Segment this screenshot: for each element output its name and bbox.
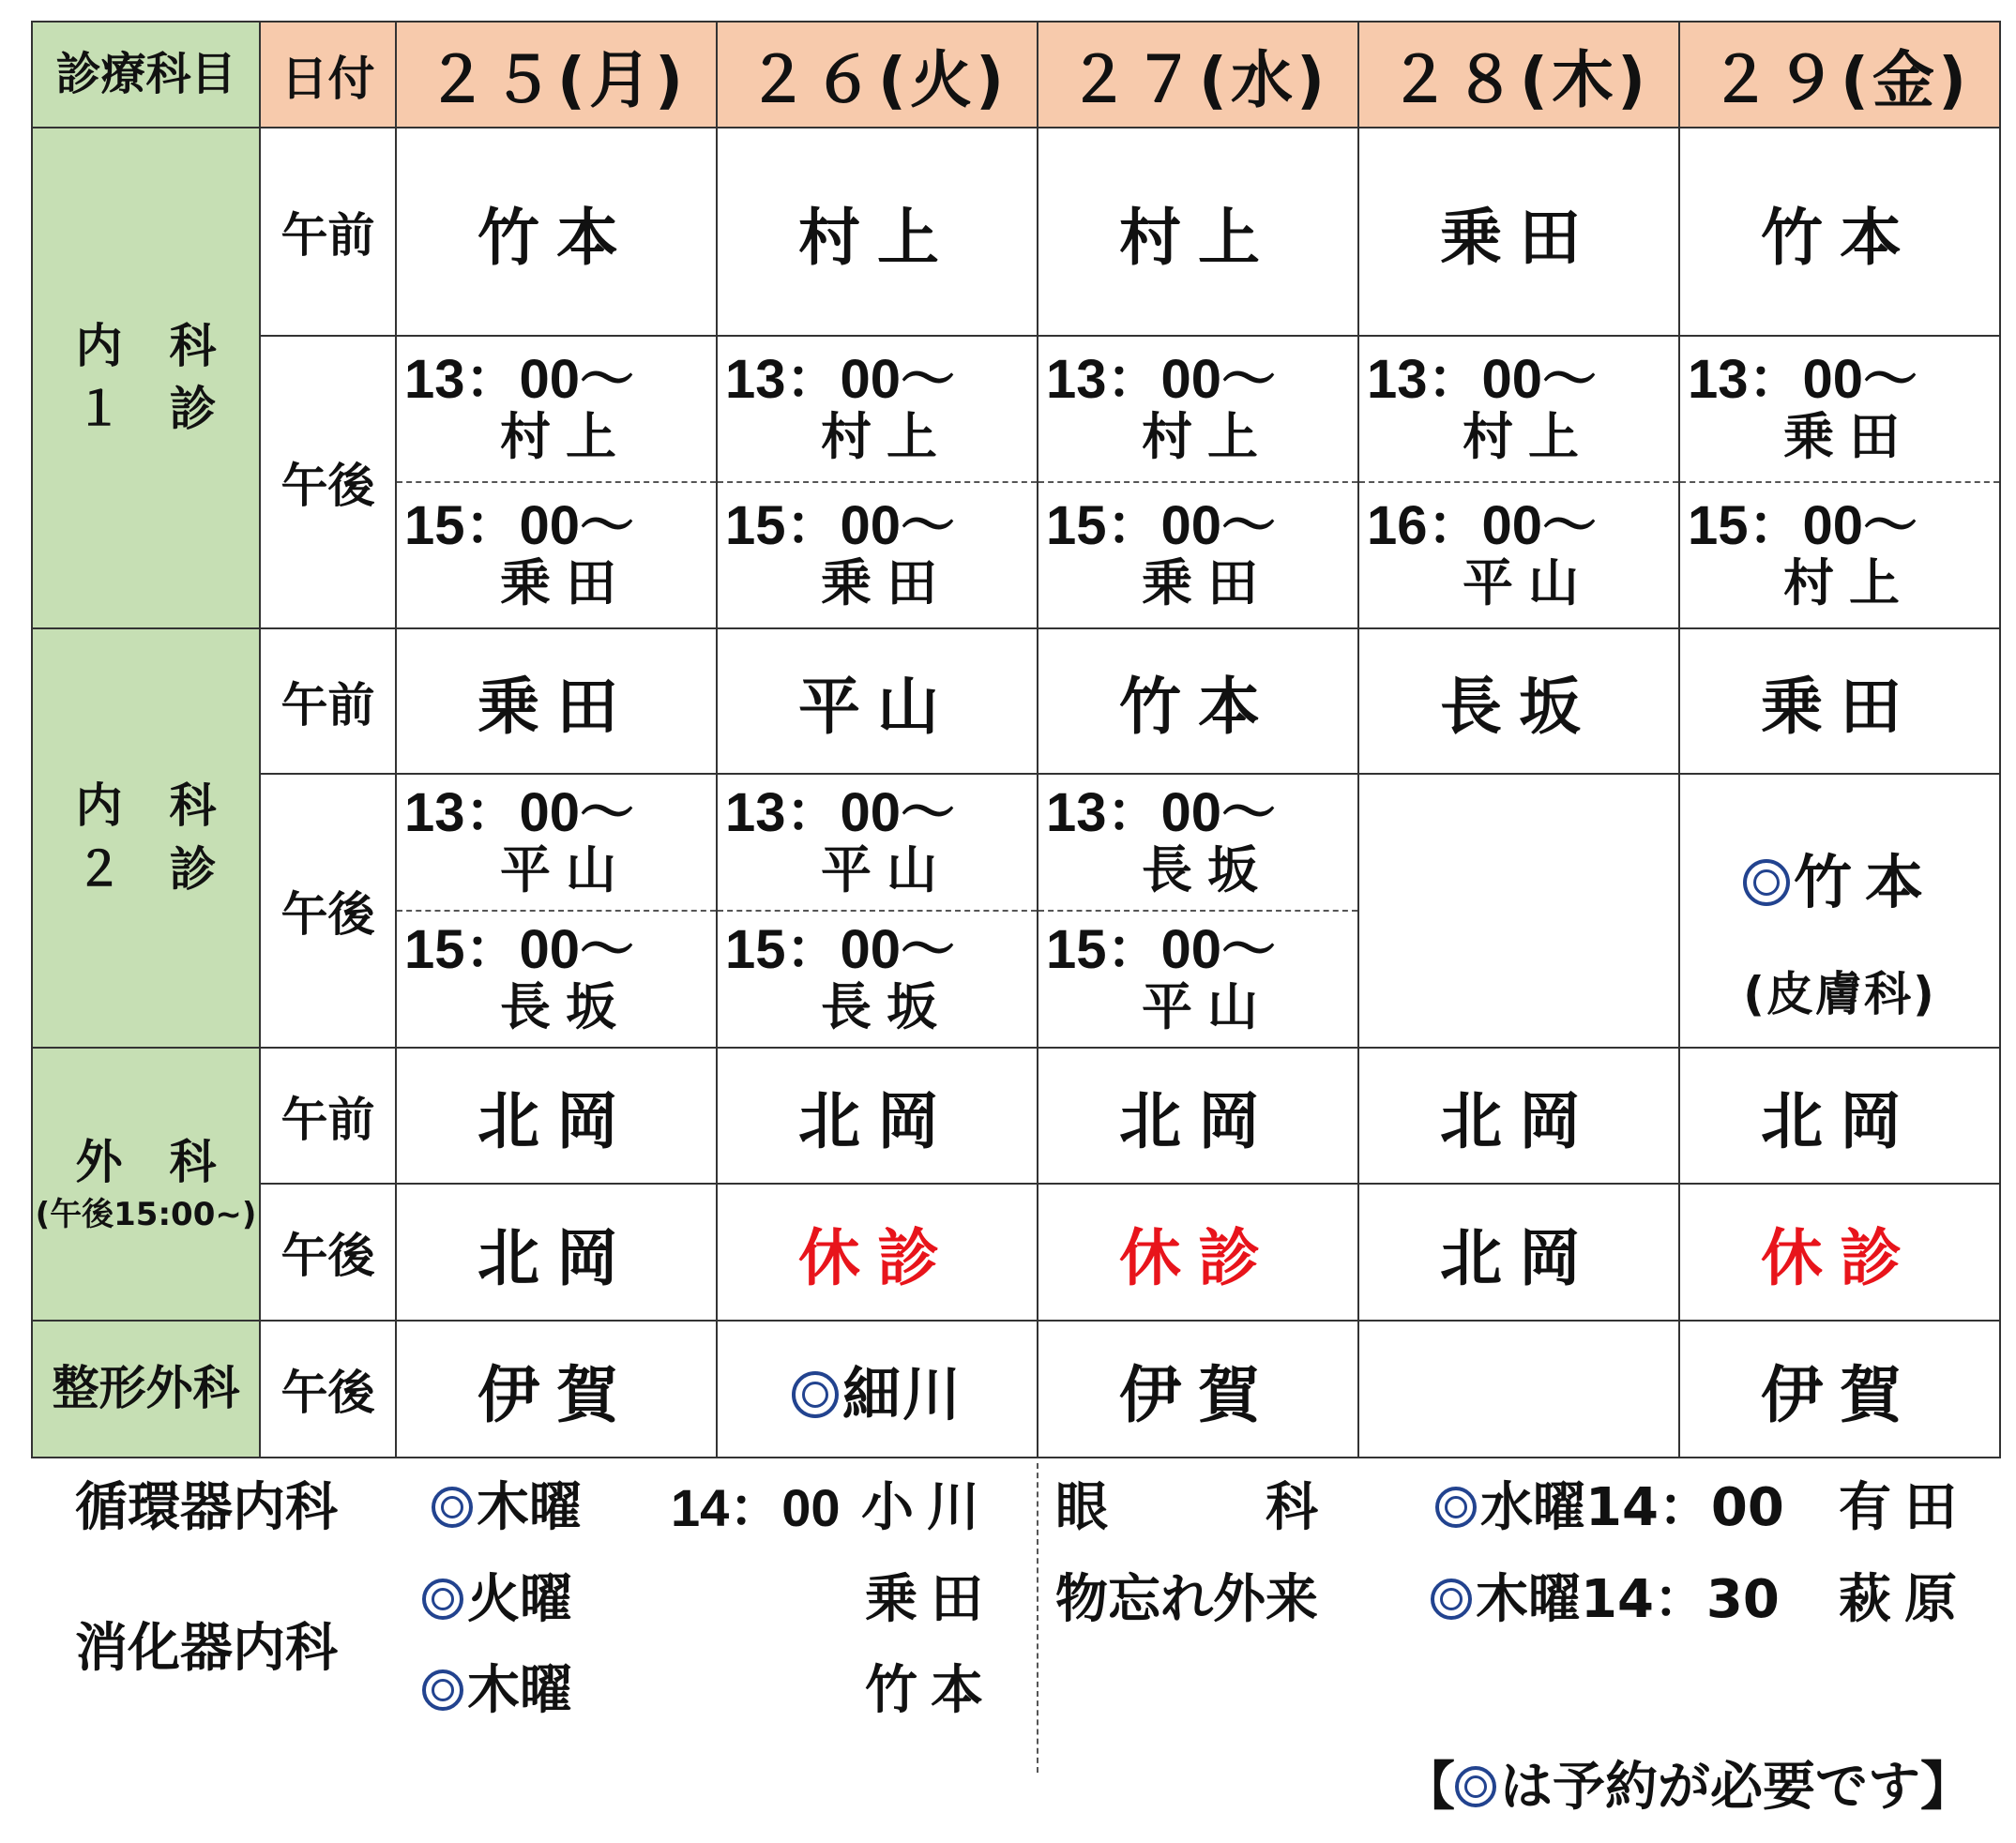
- naika2-pm-thu: [1358, 774, 1679, 1048]
- doctor: 平山: [821, 840, 952, 900]
- doctor: 長坂: [1142, 840, 1273, 900]
- time: 15：00～: [1688, 494, 1918, 556]
- dept-seikei: 整形外科: [32, 1321, 260, 1458]
- junkanki-time: 14：00: [671, 1478, 841, 1537]
- doctor: 平山: [1142, 977, 1273, 1037]
- time: 13：00～: [404, 781, 635, 843]
- reservation-mark-icon: [422, 1669, 463, 1711]
- naika2-am-mon: 乗田: [396, 628, 717, 774]
- naika1-pm-row: [32, 336, 2000, 628]
- doctor: 村上: [1463, 407, 1594, 467]
- geka-pm-wed-closed: 休診: [1038, 1184, 1358, 1321]
- seikei-pm-mon: 伊賀: [396, 1321, 717, 1458]
- dept-naika1: [32, 128, 260, 628]
- time: 13：00～: [725, 781, 956, 843]
- shokaki-doctor-2: 竹本: [865, 1660, 996, 1721]
- naika1-am-row: [32, 128, 2000, 336]
- monowasure-label: 物忘れ外来: [1055, 1569, 1318, 1630]
- naika2-am-fri: 乗田: [1679, 628, 2000, 774]
- reservation-mark-icon: [1435, 1487, 1477, 1528]
- time: 13：00～: [1688, 348, 1918, 410]
- slot-am: 午前: [260, 128, 396, 336]
- doctor: 平山: [500, 840, 631, 900]
- doctor: 竹本: [1793, 847, 1936, 916]
- slot-am: 午前: [260, 1048, 396, 1184]
- naika1-pm-thu: [1358, 336, 1679, 628]
- naika2-pm-fri: [1679, 774, 2000, 1048]
- naika1-pm-wed: [1038, 336, 1358, 628]
- doctor: 村上: [821, 407, 952, 467]
- slot-pm: 午後: [260, 774, 396, 1048]
- geka-pm-tue-closed: 休診: [717, 1184, 1038, 1321]
- time: 15：00～: [1046, 918, 1277, 980]
- time: 13：00～: [1046, 348, 1277, 410]
- geka-am-tue: 北岡: [717, 1048, 1038, 1184]
- schedule-table: [31, 21, 2001, 1458]
- shokaki-label: 消化器内科: [75, 1618, 338, 1679]
- monowasure-slot: 木曜14：30: [1431, 1574, 1780, 1626]
- dept-naika2-top: 内 科: [75, 778, 217, 833]
- dept-geka-name: 外 科: [75, 1134, 217, 1189]
- dept-geka-note: (午後15:00~): [35, 1196, 257, 1234]
- reservation-mark-icon: [432, 1487, 473, 1528]
- geka-pm-thu: 北岡: [1358, 1184, 1679, 1321]
- day-header-mon: ２５(月): [396, 22, 717, 128]
- reservation-mark-icon: [792, 1371, 839, 1418]
- dept-geka: [32, 1048, 260, 1321]
- naika1-pm-mon: [396, 336, 717, 628]
- seikei-row: [32, 1321, 2000, 1458]
- time: 16：00～: [1367, 494, 1598, 556]
- seikei-pm-fri: 伊賀: [1679, 1321, 2000, 1458]
- geka-am-thu: 北岡: [1358, 1048, 1679, 1184]
- dept-naika2-bottom: ２ 診: [75, 841, 217, 897]
- seikei-pm-thu: [1358, 1321, 1679, 1458]
- naika1-am-fri: 竹本: [1679, 128, 2000, 336]
- reservation-mark-icon: [422, 1579, 463, 1620]
- geka-pm-mon: 北岡: [396, 1184, 717, 1321]
- specialty-footer: [0, 1444, 2016, 1843]
- naika1-pm-tue: [717, 336, 1038, 628]
- monowasure-doctor: 萩原: [1839, 1569, 1970, 1630]
- geka-am-row: [32, 1048, 2000, 1184]
- doctor: 長坂: [821, 977, 952, 1037]
- doctor: 乗田: [821, 553, 952, 613]
- naika2-am-tue: 平山: [717, 628, 1038, 774]
- doctor: 村上: [1783, 553, 1915, 613]
- dept-naika1-top: 内 科: [75, 318, 217, 373]
- reservation-mark-icon: [1743, 859, 1790, 906]
- geka-pm-row: [32, 1184, 2000, 1321]
- dept-naika1-bottom: １ 診: [75, 382, 217, 436]
- time: 15：00～: [725, 494, 956, 556]
- naika2-pm-wed: [1038, 774, 1358, 1048]
- geka-am-wed: 北岡: [1038, 1048, 1358, 1184]
- naika1-am-mon: 竹本: [396, 128, 717, 336]
- day-header-wed: ２７(水): [1038, 22, 1358, 128]
- naika2-pm-tue: [717, 774, 1038, 1048]
- slot-pm: 午後: [260, 1184, 396, 1321]
- junkanki-day: 木曜: [432, 1482, 582, 1534]
- doctor: 長坂: [500, 977, 631, 1037]
- day-header-fri: ２９(金): [1679, 22, 2000, 128]
- geka-pm-fri-closed: 休診: [1679, 1184, 2000, 1321]
- naika1-am-tue: 村上: [717, 128, 1038, 336]
- shokaki-day-2: 木曜: [422, 1665, 572, 1717]
- day-header-thu: ２８(木): [1358, 22, 1679, 128]
- reservation-mark-icon: [1431, 1579, 1472, 1620]
- naika1-am-thu: 乗田: [1358, 128, 1679, 336]
- naika2-pm-row: [32, 774, 2000, 1048]
- doctor: 村上: [1142, 407, 1273, 467]
- time: 15：00～: [404, 494, 635, 556]
- dept-header: 診療科目: [32, 22, 260, 128]
- reservation-mark-icon: [1455, 1766, 1496, 1807]
- doctor: 村上: [500, 407, 631, 467]
- doctor: 乗田: [1142, 553, 1273, 613]
- footer-divider: [1037, 1463, 1038, 1773]
- slot-am: 午前: [260, 628, 396, 774]
- ganka-doctor: 有田: [1839, 1477, 1970, 1538]
- reservation-note: 【 は予約が必要です】: [1402, 1757, 1973, 1818]
- junkanki-doctor: 小川: [861, 1477, 993, 1538]
- ganka-slot: 水曜14：00: [1435, 1482, 1784, 1534]
- header-row: [32, 22, 2000, 128]
- geka-am-fri: 北岡: [1679, 1048, 2000, 1184]
- shokaki-day-1: 火曜: [422, 1574, 572, 1626]
- dept-naika2: [32, 628, 260, 1048]
- doctor: 平山: [1463, 553, 1594, 613]
- time: 13：00～: [725, 348, 956, 410]
- day-header-tue: ２６(火): [717, 22, 1038, 128]
- naika2-am-wed: 竹本: [1038, 628, 1358, 774]
- time: 15：00～: [404, 918, 635, 980]
- naika1-pm-fri: [1679, 336, 2000, 628]
- time: 15：00～: [1046, 494, 1277, 556]
- seikei-pm-wed: 伊賀: [1038, 1321, 1358, 1458]
- date-header: 日付: [260, 22, 396, 128]
- ganka-label: 眼 科: [1055, 1477, 1318, 1538]
- doctor: 乗田: [1783, 407, 1915, 467]
- naika1-am-wed: 村上: [1038, 128, 1358, 336]
- seikei-pm-tue: [717, 1321, 1038, 1458]
- doctor: 乗田: [500, 553, 631, 613]
- time: 13：00～: [404, 348, 635, 410]
- junkanki-label: 循環器内科: [75, 1477, 338, 1538]
- shokaki-doctor-1: 乗田: [865, 1569, 996, 1630]
- time: 13：00～: [1046, 781, 1277, 843]
- naika2-pm-mon: [396, 774, 717, 1048]
- geka-am-mon: 北岡: [396, 1048, 717, 1184]
- slot-pm: 午後: [260, 336, 396, 628]
- time: 13：00～: [1367, 348, 1598, 410]
- doctor: 細川: [841, 1359, 963, 1428]
- naika2-am-row: [32, 628, 2000, 774]
- slot-pm: 午後: [260, 1321, 396, 1458]
- time: 15：00～: [725, 918, 956, 980]
- dermatology-note: (皮膚科): [1743, 966, 1936, 1021]
- naika2-am-thu: 長坂: [1358, 628, 1679, 774]
